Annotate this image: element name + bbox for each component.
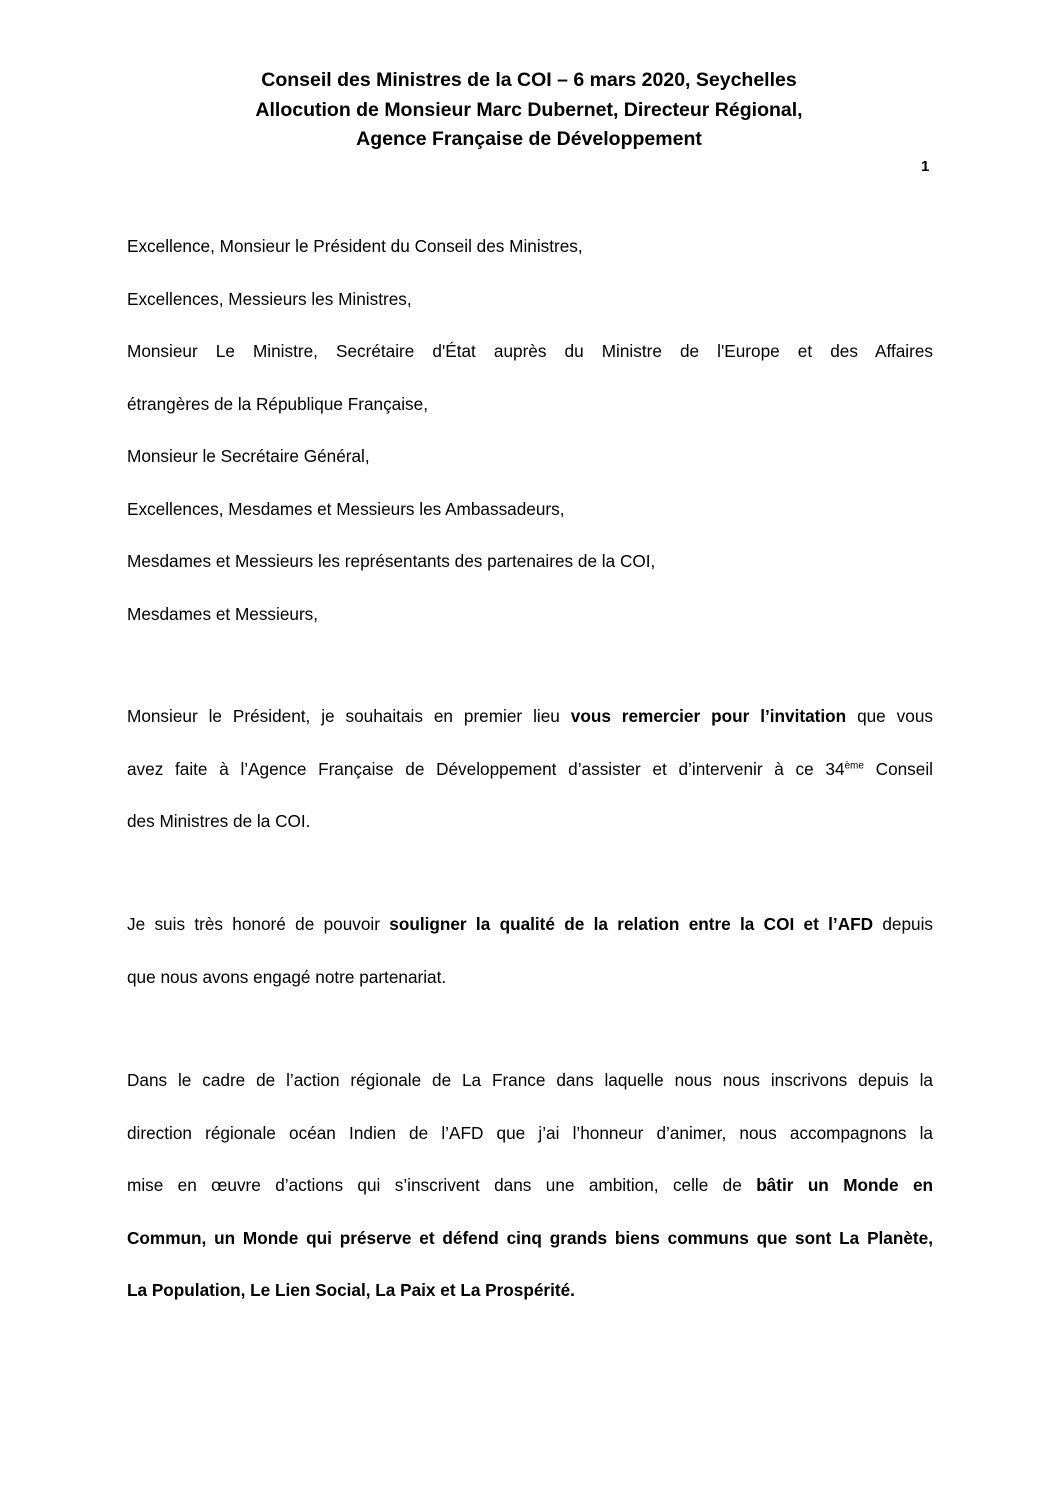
salutation-line-text: Monsieur Le Ministre, Secrétaire d'État auprès du Ministre de l'Europe et des Affaires <box>127 341 933 361</box>
paragraph-line <box>127 743 933 796</box>
paragraph-relationship <box>127 898 933 1003</box>
paragraph-line <box>127 1054 933 1107</box>
salutation-line: Excellences, Mesdames et Messieurs les Ambassadeurs, <box>127 498 565 519</box>
salutation-line: Excellences, Messieurs les Ministres, <box>127 288 412 309</box>
salutation-line: Monsieur le Secrétaire Général, <box>127 446 370 466</box>
bold-text-run: La Population, Le Lien Social, La Paix et La Prospérité. <box>127 1280 575 1300</box>
salutation-line: Mesdames et Messieurs les représentants des partenaires de la COI, <box>127 551 656 571</box>
text-run: Conseil <box>863 758 933 779</box>
paragraph-line <box>127 898 933 951</box>
salutation-line: étrangères de la République Française, <box>127 393 428 414</box>
paragraph-line <box>127 1159 933 1212</box>
text-run: avez faite à l’Agence Française de Développement d’assister et d’intervenir à ce 34 <box>127 758 845 779</box>
superscript: ème <box>844 759 864 771</box>
text-run: Dans le cadre de l’action régionale de La France dans laquelle nous nous inscrivons depuis la <box>127 1070 933 1090</box>
header-title-line-1: Conseil des Ministres de la COI – 6 mars 2020, Seychelles <box>261 69 797 91</box>
text-run: mise en œuvre d’actions qui s’inscrivent dans une ambition, celle de <box>127 1175 757 1195</box>
paragraph-line <box>127 1264 933 1317</box>
bold-text-run: vous remercier pour l’invitation <box>570 706 847 726</box>
bold-text-run: bâtir un Monde en <box>756 1175 934 1195</box>
text-run: Monsieur le Président, je souhaitais en premier lieu <box>127 706 571 726</box>
page-number: 1 <box>921 158 930 175</box>
paragraph-line <box>127 1212 933 1265</box>
header-title-line-2: Allocution de Monsieur Marc Dubernet, Directeur Régional, <box>255 98 803 121</box>
text-run: que vous <box>846 706 933 726</box>
paragraph-line: des Ministres de la COI. <box>127 811 311 831</box>
salutations-block <box>127 220 933 640</box>
header-title-line-3: Agence Française de Développement <box>356 128 702 150</box>
bold-text-run: souligner la qualité de la relation entre la COI et l’AFD <box>389 914 874 934</box>
paragraph-ambition <box>127 1054 933 1317</box>
salutation-line: Excellence, Monsieur le Président du Conseil des Ministres, <box>127 236 583 256</box>
document-header <box>0 66 1058 155</box>
paragraph-thanks <box>127 690 933 848</box>
paragraph-line <box>127 690 933 743</box>
paragraph-line: que nous avons engagé notre partenariat. <box>127 966 447 987</box>
salutation-line: Mesdames et Messieurs, <box>127 603 319 624</box>
text-run: depuis <box>873 914 933 934</box>
text-run: direction régionale océan Indien de l’AFD que j’ai l’honneur d’animer, nous accompagnons la <box>127 1122 933 1143</box>
text-run: Je suis très honoré de pouvoir <box>127 914 390 934</box>
salutation-line <box>127 325 933 378</box>
bold-text-run: Commun, un Monde qui préserve et défend cinq grands biens communs que sont La Planète, <box>127 1227 933 1248</box>
paragraph-line <box>127 1107 933 1160</box>
